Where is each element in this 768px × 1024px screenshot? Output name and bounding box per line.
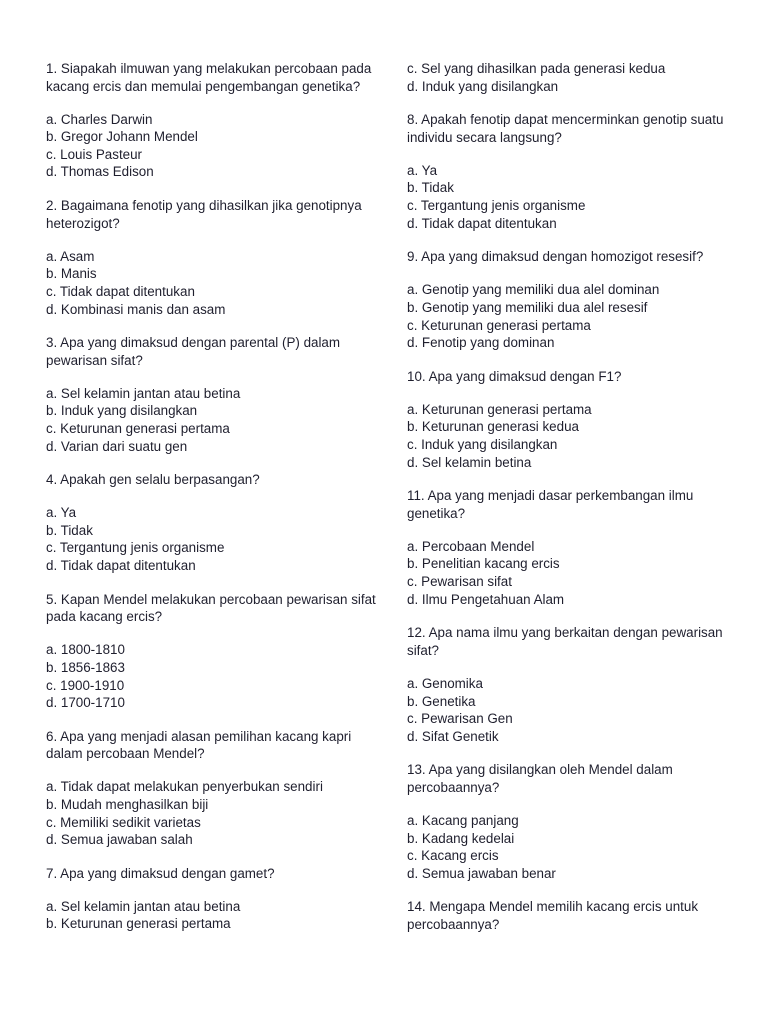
option-d: d. Induk yang disilangkan [407,78,559,94]
option-a: a. Ya [407,162,438,178]
option-b: b. Keturunan generasi kedua [407,419,579,435]
question-text: 5. Kapan Mendel melakukan percobaan pewarisan sifat pada kacang ercis? [46,591,376,625]
option-c: c. Louis Pasteur [46,146,143,162]
option-a: a. Percobaan Mendel [407,538,535,554]
option-b: b. Induk yang disilangkan [46,403,198,419]
question-block-13 [407,761,737,882]
question-block-10 [407,368,737,471]
option-c: c. Pewarisan sifat [407,574,512,590]
question-text: 14. Mengapa Mendel memilih kacang ercis untuk percobaannya? [407,899,699,932]
option-a: a. Kacang panjang [407,813,519,828]
option-b: b. Mudah menghasilkan biji [46,797,209,812]
right-column [407,60,737,950]
question-text: 13. Apa yang disilangkan oleh Mendel dalam percobaannya? [407,762,673,795]
option-d: d. Tidak dapat ditentukan [407,215,557,231]
question-block-2 [46,197,376,318]
option-b: b. Manis [46,266,97,282]
option-c: c. Tidak dapat ditentukan [46,283,195,299]
question-block-8 [407,111,737,232]
question-text: 2. Bagaimana fenotip yang dihasilkan jika genotipnya heterozigot? [46,198,362,231]
option-c: c. Sel yang dihasilkan pada generasi kedua [407,61,666,76]
option-b: b. Genotip yang memiliki dua alel resesif [407,299,648,315]
option-b: b. 1856-1863 [46,659,125,675]
question-block-14 [407,898,737,933]
question-text: 8. Apakah fenotip dapat mencerminkan genotip suatu individu secara langsung? [407,112,724,145]
option-b: b. Gregor Johann Mendel [46,129,198,145]
question-block-5 [46,591,376,712]
option-a: a. Keturunan generasi pertama [407,401,592,417]
option-d: d. Sel kelamin betina [407,454,532,470]
option-a: a. Tidak dapat melakukan penyerbukan sendiri [46,779,323,795]
option-c: c. Pewarisan Gen [407,711,513,727]
option-c: c. Tergantung jenis organisme [407,198,586,214]
question-block-7 [46,865,376,933]
option-d: d. Fenotip yang dominan [407,335,555,351]
option-a: a. 1800-1810 [46,642,125,658]
option-a: a. Sel kelamin jantan atau betina [46,898,241,914]
option-c: c. Keturunan generasi pertama [46,421,230,436]
question-block-6 [46,728,376,849]
option-d: d. Semua jawaban salah [46,832,193,848]
option-c: c. Memiliki sedikit varietas [46,814,201,830]
option-d: d. Sifat Genetik [407,728,499,744]
question-text: 11. Apa yang menjadi dasar perkembangan ilmu genetika? [407,488,694,521]
question-block-11 [407,487,737,608]
option-d: d. 1700-1710 [46,695,125,711]
option-b: b. Genetika [407,693,476,709]
option-d: d. Varian dari suatu gen [46,438,188,454]
left-column [46,60,376,949]
option-c: c. Induk yang disilangkan [407,437,558,452]
option-d: d. Tidak dapat ditentukan [46,558,196,574]
question-block-4 [46,471,376,574]
option-c: c. Kacang ercis [407,848,499,864]
option-d: d. Ilmu Pengetahuan Alam [407,591,565,607]
option-d: d. Thomas Edison [46,164,154,180]
question-block-1 [46,60,376,181]
option-b: b. Tidak [407,180,454,196]
question-block-9 [407,248,737,351]
question-block-3 [46,334,376,455]
option-b: b. Tidak [46,522,93,538]
option-c: c. 1900-1910 [46,677,125,693]
option-a: a. Genotip yang memiliki dua alel dominan [407,282,660,298]
question-text: 3. Apa yang dimaksud dengan parental (P) dalam pewarisan sifat? [46,335,341,368]
question-text: 10. Apa yang dimaksud dengan F1? [407,368,622,384]
option-a: a. Asam [46,248,95,264]
option-a: a. Sel kelamin jantan atau betina [46,385,241,401]
option-c: c. Tergantung jenis organisme [46,540,225,556]
question-text: 1. Siapakah ilmuwan yang melakukan percobaan pada kacang ercis dan memulai pengembangan genetika? [46,61,372,94]
question-text: 12. Apa nama ilmu yang berkaitan dengan pewarisan sifat? [407,625,723,658]
option-c: c. Keturunan generasi pertama [407,317,591,333]
option-b: b. Kadang kedelai [407,830,515,846]
question-block-12 [407,624,737,745]
option-a: a. Genomika [407,675,483,691]
option-d: d. Kombinasi manis dan asam [46,301,226,317]
question-text: 9. Apa yang dimaksud dengan homozigot resesif? [407,249,704,265]
question-text: 7. Apa yang dimaksud dengan gamet? [46,865,275,881]
option-a: a. Ya [46,505,77,521]
question-text: 4. Apakah gen selalu berpasangan? [46,472,260,488]
question-block-7-continued [407,60,737,95]
option-a: a. Charles Darwin [46,111,153,127]
option-d: d. Semua jawaban benar [407,865,556,881]
question-text: 6. Apa yang menjadi alasan pemilihan kacang kapri dalam percobaan Mendel? [46,728,352,762]
option-b: b. Keturunan generasi pertama [46,916,231,932]
option-b: b. Penelitian kacang ercis [407,556,560,572]
